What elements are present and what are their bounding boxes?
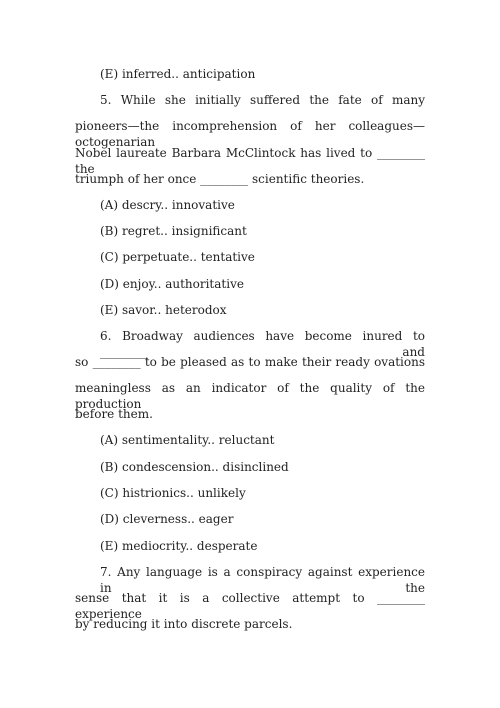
question-5-option-b: (B) regret.. insignificant	[100, 224, 247, 238]
question-6-option-e: (E) mediocrity.. desperate	[100, 539, 258, 553]
question-5-line-3: Nobel laureate Barbara McClintock has lived to ________ the	[75, 146, 425, 176]
question-6-line-3: meaningless as an indicator of the quality of the production	[75, 381, 425, 411]
question-5-line-2: pioneers—the incomprehension of her colleagues—octogenarian	[75, 119, 425, 149]
question-5-option-c: (C) perpetuate.. tentative	[100, 250, 255, 264]
question-6-line-1: 6. Broadway audiences have become inured to ________ and	[100, 329, 425, 359]
question-7-line-3: by reducing it into discrete parcels.	[75, 617, 293, 631]
question-5-line-1: 5. While she initially suffered the fate of many	[100, 93, 425, 107]
question-6-line-4: before them.	[75, 407, 153, 421]
question-6-option-c: (C) histrionics.. unlikely	[100, 486, 246, 500]
option-e-prev-question: (E) inferred.. anticipation	[100, 67, 256, 81]
question-5-option-e: (E) savor.. heterodox	[100, 303, 227, 317]
question-7-line-1: 7. Any language is a conspiracy against experience in the	[100, 565, 425, 595]
question-6-option-b: (B) condescension.. disinclined	[100, 460, 289, 474]
question-7-line-2: sense that it is a collective attempt to ________ experience	[75, 591, 425, 621]
question-5-option-d: (D) enjoy.. authoritative	[100, 277, 244, 291]
question-5-option-a: (A) descry.. innovative	[100, 198, 235, 212]
question-6-option-a: (A) sentimentality.. reluctant	[100, 433, 275, 447]
question-5-line-4: triumph of her once ________ scientific theories.	[75, 172, 365, 186]
question-6-option-d: (D) cleverness.. eager	[100, 512, 234, 526]
question-6-line-2: so ________ to be pleased as to make their ready ovations	[75, 355, 425, 369]
